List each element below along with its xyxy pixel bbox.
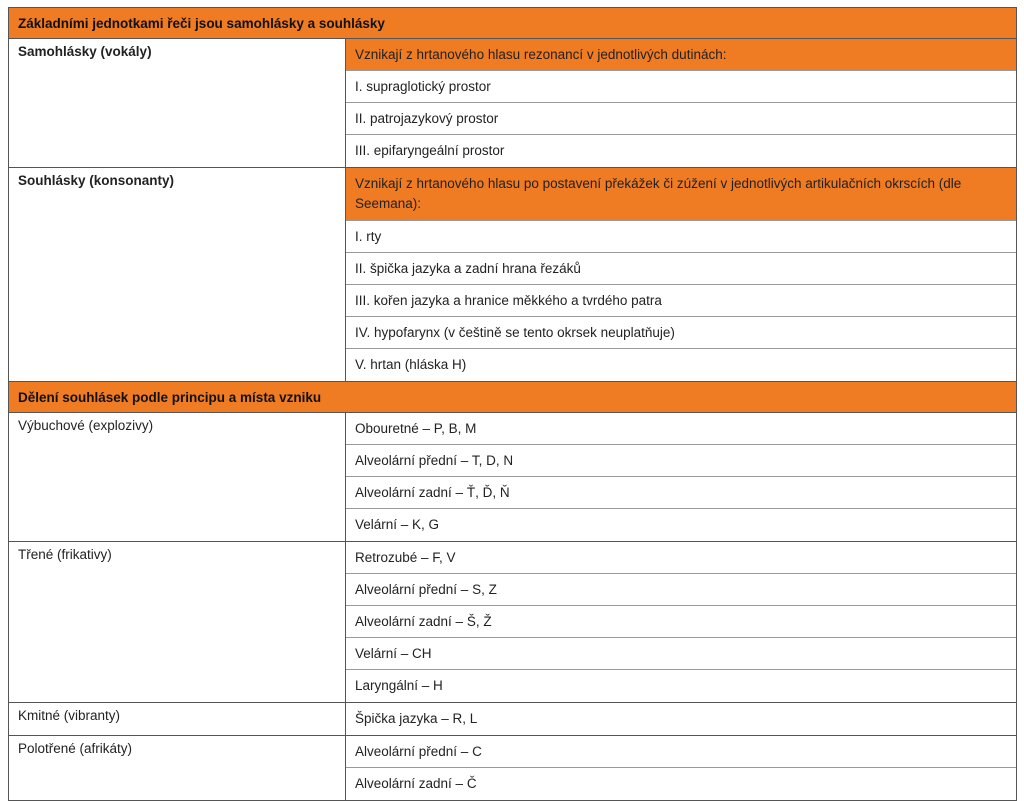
section-title-basic-units: Základními jednotkami řeči jsou samohlásky a souhlásky <box>9 8 1016 39</box>
table-cell: Laryngální – H <box>355 678 443 693</box>
group-label: Samohlásky (vokály) <box>9 39 346 167</box>
table-cell: Retrozubé – F, V <box>346 542 1016 574</box>
group-vowels <box>9 39 1016 168</box>
group-label: Polotřené (afrikáty) <box>9 736 346 800</box>
group-label: Souhlásky (konsonanty) <box>9 168 346 381</box>
table-cell: Obouretné – P, B, M <box>346 413 1016 445</box>
group-header-cell: Vznikají z hrtanového hlasu po postavení překážek či zúžení v jednotlivých artikulačních okrscích (dle Seemana): <box>346 168 1016 221</box>
table-cell: Alveolární zadní – Č <box>355 776 477 791</box>
group-label: Výbuchové (explozivy) <box>9 413 346 541</box>
speech-units-table <box>8 7 1017 801</box>
table-cell: Velární – CH <box>346 638 1016 670</box>
group-details <box>346 39 1016 167</box>
table-cell: Alveolární zadní – Ť, Ď, Ň <box>346 477 1016 509</box>
table-cell: II. patrojazykový prostor <box>346 103 1016 135</box>
group-vibrants <box>9 703 1016 736</box>
group-details <box>346 168 1016 381</box>
table-cell: Špička jazyka – R, L <box>355 711 478 726</box>
table-cell: Alveolární přední – C <box>346 736 1016 768</box>
table-cell: I. supraglotický prostor <box>346 71 1016 103</box>
group-details <box>346 703 1016 735</box>
table-cell: V. hrtan (hláska H) <box>355 357 467 372</box>
group-details <box>346 736 1016 800</box>
group-details <box>346 542 1016 702</box>
group-fricatives <box>9 542 1016 703</box>
table-cell: III. epifaryngeální prostor <box>355 143 505 158</box>
table-cell: Alveolární přední – S, Z <box>346 574 1016 606</box>
table-cell: I. rty <box>346 221 1016 253</box>
table-cell: Velární – K, G <box>355 517 440 532</box>
group-consonants <box>9 168 1016 382</box>
table-cell: Alveolární přední – T, D, N <box>346 445 1016 477</box>
group-plosives <box>9 413 1016 542</box>
section-title-consonant-division: Dělení souhlásek podle principu a místa vzniku <box>9 382 1016 413</box>
group-label: Třené (frikativy) <box>9 542 346 702</box>
group-affricates <box>9 736 1016 800</box>
table-cell: IV. hypofarynx (v češtině se tento okrsek neuplatňuje) <box>346 317 1016 349</box>
group-label: Kmitné (vibranty) <box>9 703 346 735</box>
group-header-cell: Vznikají z hrtanového hlasu rezonancí v jednotlivých dutinách: <box>346 39 1016 71</box>
group-details <box>346 413 1016 541</box>
table-cell: II. špička jazyka a zadní hrana řezáků <box>346 253 1016 285</box>
table-cell: Alveolární zadní – Š, Ž <box>346 606 1016 638</box>
table-cell: III. kořen jazyka a hranice měkkého a tvrdého patra <box>346 285 1016 317</box>
